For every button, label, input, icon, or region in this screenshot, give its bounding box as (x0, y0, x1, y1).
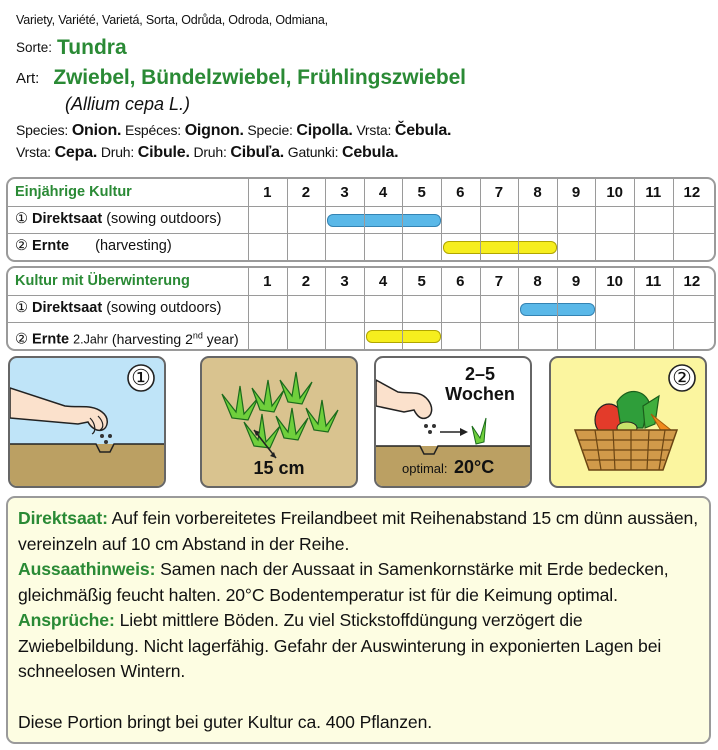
grid-line (673, 179, 674, 260)
grid-line (325, 179, 326, 260)
month-header: 8 (533, 273, 542, 290)
grid-line (364, 268, 365, 349)
grid-line (402, 179, 403, 260)
calendar-row-harvest (8, 322, 714, 349)
calendar-row-harvest (8, 233, 714, 260)
calendar-row-sowing (8, 295, 714, 322)
step-marker: ② (15, 331, 28, 348)
grid-line (518, 179, 519, 260)
month-header: 8 (533, 184, 542, 201)
row-label (15, 322, 239, 349)
row-term: Ernte (32, 238, 70, 254)
month-header: 7 (494, 273, 504, 290)
grid-line (595, 268, 596, 349)
species-value: Cipolla. (296, 122, 353, 139)
month-header: 3 (340, 184, 349, 201)
month-header: 1 (263, 273, 272, 290)
direktsaat-heading: Direktsaat: (18, 508, 108, 528)
art-value: Zwiebel, Bündelzwiebel, Frühlingszwiebel (53, 66, 466, 89)
direktsaat-text: Auf fein vorbereitetes Freilandbeet mit Reihenabstand 15 cm dünn aussäen, vereinzeln auf 10 cm Abstand in der Reihe. (18, 508, 699, 554)
row-spacing-label: 15 cm (253, 458, 305, 478)
species-label: Species: (16, 122, 69, 138)
optimal-temperature: 20°C (454, 457, 495, 477)
row-term: Direktsaat (32, 300, 103, 316)
ansprueche-heading: Ansprüche: (18, 610, 115, 630)
species-value: Oignon. (184, 122, 244, 139)
panel-germination (374, 356, 532, 488)
calendar-overwinter (6, 266, 716, 351)
month-header: 9 (571, 184, 581, 201)
grid-line (8, 295, 714, 296)
month-header: 9 (571, 273, 581, 290)
month-header: 10 (606, 273, 624, 290)
step-one-marker: ① (131, 365, 151, 390)
optimal-label: optimal: (402, 461, 448, 476)
species-label: Vrsta: (16, 144, 51, 160)
month-header: 5 (417, 184, 426, 201)
species-value: Onion. (71, 122, 122, 139)
portion-text: Diese Portion bringt bei guter Kultur ca. 400 Pflanzen. (18, 712, 433, 732)
row-year-note: 2.Jahr (73, 332, 108, 347)
sorte-value: Tundra (57, 36, 127, 59)
aussaat-paragraph (18, 557, 708, 685)
latin-name: (Allium cepa L.) (65, 94, 191, 114)
grid-line (8, 322, 714, 323)
species-label: Druh: (100, 144, 135, 160)
calendar-annual (6, 177, 716, 262)
month-header: 6 (456, 184, 465, 201)
species-value: Čebula. (394, 122, 452, 139)
grid-line (287, 268, 288, 349)
calendar-header-row (8, 268, 714, 295)
species-value: Cibule. (137, 144, 190, 161)
step-marker: ① (15, 300, 28, 316)
calendar-header-row (8, 179, 714, 206)
month-header: 2 (301, 273, 311, 290)
grid-line (595, 179, 596, 260)
species-label: Espéces: (124, 122, 181, 138)
species-label: Vrsta: (356, 122, 392, 138)
row-label (15, 295, 221, 322)
grid-line (441, 268, 442, 349)
month-header: 11 (645, 273, 662, 290)
species-value: Cibuľa. (230, 144, 285, 161)
calendar-title: Einjährige Kultur (15, 184, 132, 200)
grid-line (364, 179, 365, 260)
grid-line (287, 179, 288, 260)
row-translation: (harvesting 2nd year) (111, 330, 239, 347)
row-translation: (sowing outdoors) (106, 300, 222, 316)
aussaat-text: Samen nach der Aussaat in Samenkornstärke mit Erde bedecken, gleichmäßig feucht halten. 20°C Bodentemperatur ist für die Keimung optimal. (18, 559, 669, 605)
month-header: 12 (683, 184, 701, 201)
species-label: Specie: (247, 122, 293, 138)
grid-line (557, 179, 558, 260)
month-header: 1 (263, 184, 272, 201)
portion-paragraph (18, 710, 708, 736)
species-line (16, 122, 451, 140)
species-value: Cepa. (54, 144, 98, 161)
grid-line (8, 233, 714, 234)
row-translation: (harvesting) (95, 238, 172, 254)
grid-line (248, 268, 249, 349)
sorte-line (16, 36, 127, 60)
row-translation: (sowing outdoors) (106, 211, 222, 227)
direktsaat-paragraph (18, 506, 708, 557)
step-two-marker: ② (672, 365, 692, 390)
grid-line (480, 179, 481, 260)
month-header: 4 (378, 184, 388, 201)
month-header: 10 (606, 184, 624, 201)
art-label: Art: (16, 70, 40, 87)
grid-line (518, 268, 519, 349)
ansprueche-text: Liebt mittlere Böden. Zu viel Stickstoffdüngung verzögert die Zwiebelbildung. Nicht lagerfähig. Gefahr der Auswinterung in exponierten Lagen bei schneelosen Wintern. (18, 610, 662, 681)
panel-sowing (8, 356, 166, 488)
row-term: Ernte (32, 331, 70, 348)
row-term: Direktsaat (32, 211, 103, 227)
panel-spacing (200, 356, 358, 488)
month-header: 7 (494, 184, 504, 201)
step-marker: ① (15, 211, 28, 227)
sowing-period-bar (327, 214, 441, 227)
sorte-label: Sorte: (16, 40, 53, 55)
instructions-box (6, 496, 711, 744)
month-header: 11 (645, 184, 662, 201)
aussaat-heading: Aussaathinweis: (18, 559, 156, 579)
germination-unit: Wochen (445, 384, 515, 404)
grid-line (441, 179, 442, 260)
month-header: 2 (301, 184, 311, 201)
calendar-row-sowing (8, 206, 714, 233)
step-marker: ② (15, 238, 28, 254)
harvest-period-bar (443, 241, 557, 254)
row-label (15, 206, 221, 233)
variety-line: Variety, Variété, Varietá, Sorta, Odrůda, Odroda, Odmiana, (16, 13, 328, 27)
grid-line (634, 268, 635, 349)
germination-duration: 2–5 (464, 364, 496, 384)
row-label (15, 233, 172, 260)
grid-line (8, 206, 714, 207)
panel-harvest (549, 356, 707, 488)
grid-line (248, 179, 249, 260)
month-header: 12 (683, 273, 701, 290)
grid-line (673, 268, 674, 349)
grid-line (325, 268, 326, 349)
species-label: Druh: (193, 144, 227, 160)
species-value: Cebula. (342, 144, 399, 161)
species-label: Gatunki: (287, 144, 339, 160)
grid-line (557, 268, 558, 349)
calendar-title: Kultur mit Überwinterung (15, 273, 190, 289)
art-line (16, 66, 466, 90)
month-header: 5 (417, 273, 426, 290)
grid-line (634, 179, 635, 260)
month-header: 4 (378, 273, 388, 290)
month-header: 6 (456, 273, 465, 290)
species-line (16, 144, 398, 162)
grid-line (480, 268, 481, 349)
grid-line (402, 268, 403, 349)
month-header: 3 (340, 273, 349, 290)
